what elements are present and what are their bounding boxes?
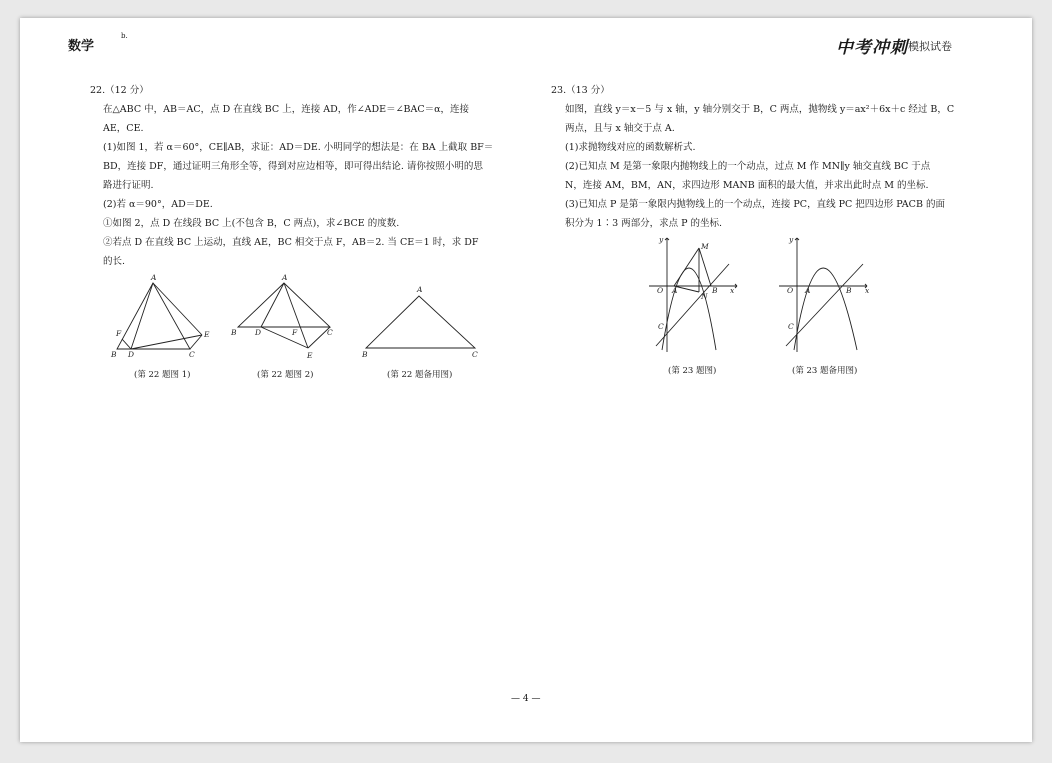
q23-title: 23.（13 分） xyxy=(551,85,610,96)
q23-figure xyxy=(645,232,745,354)
q22-caption-3: (第 22 题备用图) xyxy=(387,370,453,380)
q22-line: ②若点 D 在直线 BC 上运动，直线 AE，BC 相交于点 F，AB＝2. 当 CE＝1 时，求 DF xyxy=(103,237,479,248)
line-bc xyxy=(786,264,863,346)
q22-line: BD，连接 DF，通过证明三角形全等，得到对应边相等，即可得出结论. 请你按照小明的思 xyxy=(103,161,483,172)
q22-line: AE，CE. xyxy=(103,123,144,134)
exam-sheet xyxy=(20,18,1032,742)
brand-title: 中考冲刺 xyxy=(836,38,908,58)
segment-ae xyxy=(284,283,308,348)
q23-line: N，连接 AM，BM，AN，求四边形 MANB 面积的最大值，并求出此时点 M 的坐标. xyxy=(565,180,929,191)
q23-line: 两点，且与 x 轴交于点 A. xyxy=(565,123,675,134)
label-b: B xyxy=(362,350,368,359)
label-f: F xyxy=(116,329,122,338)
label-b: B xyxy=(846,286,852,295)
page-number: — 4 — xyxy=(511,694,541,704)
label-c: C xyxy=(189,350,195,359)
q23-line: (1)求抛物线对应的函数解析式. xyxy=(565,142,696,153)
label-y: y xyxy=(789,235,794,244)
label-a: A xyxy=(805,286,811,295)
label-a: A xyxy=(417,285,423,294)
label-e: E xyxy=(204,330,210,339)
q22-line: 的长. xyxy=(103,256,126,267)
triangle-abc xyxy=(366,296,475,348)
label-y: y xyxy=(659,235,664,244)
q22-figure-2 xyxy=(228,272,338,364)
label-e: E xyxy=(307,351,313,360)
label-o: O xyxy=(657,286,664,295)
subject-label: 数学 xyxy=(68,39,95,54)
label-c: C xyxy=(788,322,794,331)
label-d: D xyxy=(255,328,262,337)
label-x: x xyxy=(730,286,735,295)
q22-caption-1: (第 22 题图 1) xyxy=(134,370,191,380)
segment-am xyxy=(674,248,699,286)
q23-line: (2)已知点 M 是第一象限内抛物线上的一个动点，过点 M 作 MN∥y 轴交直线 BC 于点 xyxy=(565,161,931,172)
segment-bm xyxy=(699,248,711,286)
label-x: x xyxy=(865,286,870,295)
q22-line: 路进行证明. xyxy=(103,180,154,191)
q23-line: 积分为 1∶3 两部分，求点 P 的坐标. xyxy=(565,218,723,229)
q23-spare-figure xyxy=(775,232,875,354)
q23-caption-2: (第 23 题备用图) xyxy=(792,366,858,376)
q22-spare-figure xyxy=(358,282,488,362)
q22-line: (2)若 α＝90°，AD＝DE. xyxy=(103,199,213,210)
label-b: B xyxy=(111,350,117,359)
q22-line: 在△ABC 中，AB＝AC，点 D 在直线 BC 上，连接 AD，作∠ADE＝∠BAC＝α，连接 xyxy=(103,104,470,115)
label-c: C xyxy=(472,350,478,359)
segment-ad xyxy=(131,283,153,349)
segment-ad xyxy=(261,283,284,327)
label-b: B xyxy=(231,328,237,337)
q23-caption-1: (第 23 题图) xyxy=(668,366,717,376)
header-mark: b. xyxy=(121,32,128,40)
label-a: A xyxy=(672,286,678,295)
label-d: D xyxy=(128,350,135,359)
label-c: C xyxy=(658,322,664,331)
q22-line: ①如图 2，点 D 在线段 BC 上(不包含 B，C 两点)，求∠BCE 的度数. xyxy=(103,218,400,229)
label-a: A xyxy=(151,273,157,282)
q22-caption-2: (第 22 题图 2) xyxy=(257,370,314,380)
label-m: M xyxy=(701,242,709,251)
q23-line: (3)已知点 P 是第一象限内抛物线上的一个动点，连接 PC，直线 PC 把四边形 PACB 的面 xyxy=(565,199,945,210)
q22-line: (1)如图 1，若 α＝60°，CE∥AB，求证：AD＝DE. 小明同学的想法是：在 BA 上截取 BF＝ xyxy=(103,142,494,153)
q23-line: 如图，直线 y＝x－5 与 x 轴，y 轴分别交于 B，C 两点，抛物线 y＝ax²＋6x＋c 经过 B，C xyxy=(565,104,955,115)
q22-title: 22.（12 分） xyxy=(90,85,149,96)
label-n: N xyxy=(701,292,708,301)
brand-subtitle: 模拟试卷 xyxy=(908,40,952,53)
label-f: F xyxy=(292,328,298,337)
segment-an xyxy=(674,286,699,292)
label-b: B xyxy=(712,286,718,295)
q22-figure-1 xyxy=(108,272,218,364)
label-c: C xyxy=(327,328,333,337)
triangle-abc xyxy=(238,283,330,327)
label-o: O xyxy=(787,286,794,295)
segment-fd xyxy=(122,339,131,349)
label-a: A xyxy=(282,273,288,282)
